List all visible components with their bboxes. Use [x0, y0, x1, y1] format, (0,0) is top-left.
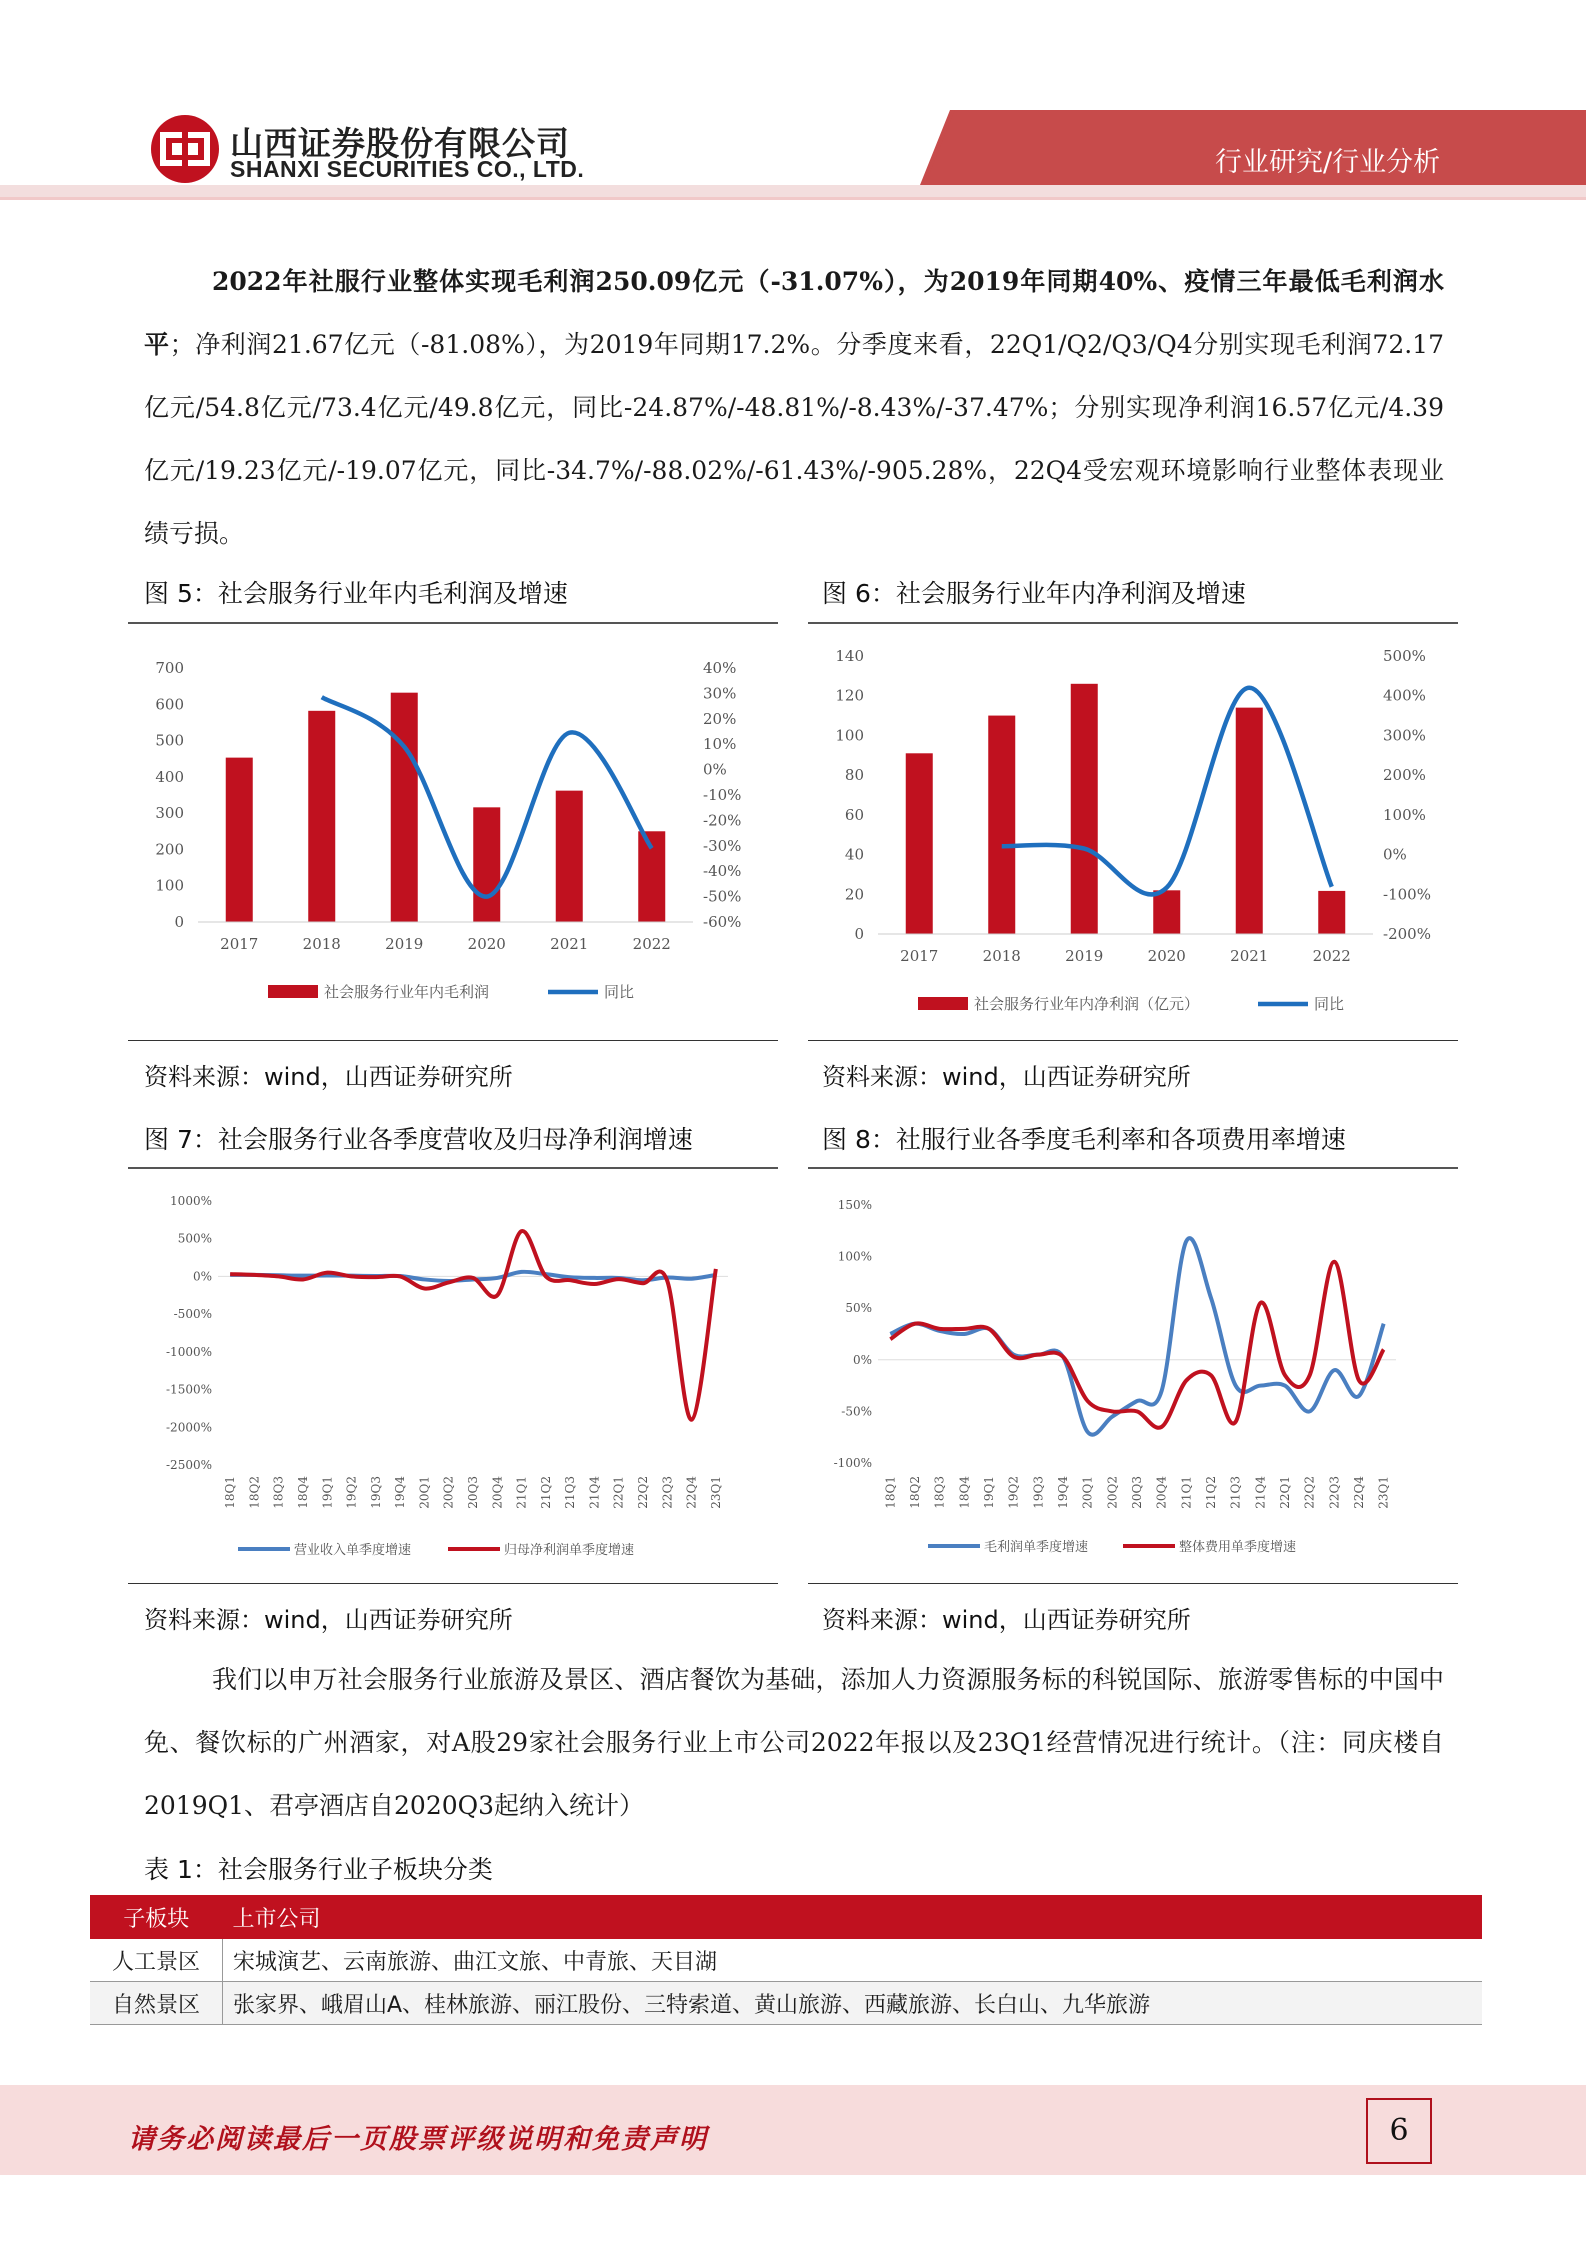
x-tick-label: 21Q4 [587, 1476, 602, 1509]
company-name-cn: 山西证券股份有限公司 [230, 124, 570, 163]
legend-label: 营业收入单季度增速 [294, 1543, 412, 1558]
x-tick-label: 22Q1 [1278, 1476, 1292, 1509]
chart-bar [556, 791, 583, 922]
x-tick-label: 2017 [220, 935, 259, 953]
x-tick-label: 21Q2 [538, 1476, 553, 1509]
fig7-top-rule [128, 1167, 778, 1169]
y-right-tick-label: 500% [1383, 647, 1426, 665]
y-left-tick-label: 140 [835, 647, 864, 665]
x-tick-label: 19Q2 [344, 1476, 359, 1509]
x-tick-label: 2018 [982, 947, 1021, 965]
y-right-tick-label: -10% [703, 786, 742, 804]
legend-label-bar: 社会服务行业年内毛利润 [324, 983, 490, 1001]
x-tick-label: 2020 [1147, 947, 1186, 965]
y-left-tick-label: 500 [155, 731, 184, 750]
y-tick-label: -50% [841, 1404, 872, 1419]
fig6-bottom-rule [808, 1040, 1458, 1041]
chart-bar [308, 711, 335, 922]
chart-bar [1071, 684, 1098, 934]
x-tick-label: 2020 [467, 935, 506, 953]
x-tick-label: 23Q1 [1376, 1476, 1391, 1509]
y-right-tick-label: 200% [1383, 766, 1426, 785]
y-right-tick-label: -20% [703, 811, 742, 830]
x-tick-label: 19Q3 [368, 1476, 383, 1509]
y-left-tick-label: 600 [155, 695, 184, 714]
y-left-tick-label: 60 [844, 805, 864, 824]
page-number: 6 [1366, 2098, 1432, 2164]
x-tick-label: 19Q1 [320, 1476, 335, 1509]
chart-bar [1236, 708, 1263, 934]
fig7-source: 资料来源：wind，山西证券研究所 [144, 1606, 513, 1634]
disclaimer-text: 请务必阅读最后一页股票评级说明和免责声明 [128, 2124, 708, 2155]
x-tick-label: 19Q4 [1056, 1476, 1070, 1509]
y-left-tick-label: 300 [155, 804, 184, 823]
y-left-tick-label: 100 [835, 726, 864, 745]
fig5-source: 资料来源：wind，山西证券研究所 [144, 1063, 513, 1091]
legend-label-line: 同比 [604, 983, 635, 1001]
y-tick-label: 500% [177, 1231, 212, 1246]
x-tick-label: 18Q1 [223, 1476, 238, 1509]
fig5-title: 图 5：社会服务行业年内毛利润及增速 [144, 579, 568, 608]
fig5-bottom-rule [128, 1040, 778, 1041]
legend-swatch-bar [918, 997, 968, 1010]
y-right-tick-label: 10% [703, 735, 737, 754]
table-cell: 人工景区 [90, 1939, 223, 1982]
y-right-tick-label: 40% [703, 659, 737, 677]
y-tick-label: -1000% [166, 1344, 212, 1359]
fig8-title: 图 8：社服行业各季度毛利率和各项费用率增速 [822, 1125, 1346, 1154]
y-left-tick-label: 20 [844, 885, 864, 904]
x-tick-label: 18Q2 [247, 1476, 262, 1509]
x-tick-label: 21Q1 [514, 1476, 529, 1509]
y-right-tick-label: -40% [703, 862, 742, 881]
y-left-tick-label: 120 [835, 686, 864, 705]
y-right-tick-label: -100% [1383, 885, 1431, 904]
x-tick-label: 2019 [1065, 947, 1104, 965]
y-right-tick-label: 0% [703, 760, 727, 779]
fig6-top-rule [808, 622, 1458, 624]
fig6-title: 图 6：社会服务行业年内净利润及增速 [822, 579, 1246, 608]
fig8-bottom-rule [808, 1583, 1458, 1584]
table1-title: 表 1：社会服务行业子板块分类 [144, 1855, 493, 1884]
x-tick-label: 20Q4 [1154, 1476, 1169, 1509]
x-tick-label: 21Q1 [1179, 1476, 1194, 1509]
x-tick-label: 20Q1 [1080, 1476, 1095, 1509]
x-tick-label: 2022 [632, 935, 671, 953]
fig7-title: 图 7：社会服务行业各季度营收及归母净利润增速 [144, 1125, 693, 1154]
x-tick-label: 2018 [302, 935, 341, 953]
fig7-chart [128, 1171, 778, 1583]
x-tick-label: 20Q2 [1105, 1476, 1120, 1509]
report-type-label: 行业研究/行业分析 [1215, 147, 1441, 178]
x-tick-label: 18Q1 [883, 1476, 898, 1509]
y-tick-label: 150% [837, 1198, 872, 1212]
page-header [0, 0, 1586, 215]
y-right-tick-label: 100% [1383, 805, 1426, 824]
chart-line-series-a [890, 1238, 1383, 1435]
chart-bar [473, 807, 500, 922]
chart-bar [1153, 890, 1180, 934]
y-left-tick-label: 40 [844, 845, 864, 864]
table-row [90, 1982, 1482, 2025]
subsector-table [90, 1895, 1482, 2025]
fig5-top-rule [128, 622, 778, 624]
x-tick-label: 21Q4 [1253, 1476, 1268, 1509]
legend-label: 整体费用单季度增速 [1179, 1540, 1297, 1555]
header-underline [0, 185, 1586, 197]
y-left-tick-label: 200 [155, 840, 184, 859]
x-tick-label: 22Q3 [1327, 1476, 1342, 1509]
table-cell: 张家界、峨眉山A、桂林旅游、丽江股份、三特索道、黄山旅游、西藏旅游、长白山、九华旅游 [223, 1982, 1483, 2025]
y-right-tick-label: 20% [703, 709, 737, 728]
table-header-cell: 子板块 [90, 1895, 223, 1939]
company-name-en: SHANXI SECURITIES CO., LTD. [230, 156, 585, 182]
y-tick-label: 100% [837, 1249, 872, 1264]
y-right-tick-label: 300% [1383, 726, 1426, 745]
y-right-tick-label: -50% [703, 887, 742, 906]
intro-paragraph [144, 250, 1444, 565]
y-tick-label: 0% [192, 1269, 212, 1284]
legend-swatch-bar [268, 985, 318, 998]
x-tick-label: 20Q4 [490, 1476, 505, 1509]
y-tick-label: 50% [845, 1301, 872, 1316]
chart-line-series-b [230, 1231, 716, 1420]
y-left-tick-label: 100 [155, 876, 184, 895]
table-cell: 宋城演艺、云南旅游、曲江文旅、中青旅、天目湖 [223, 1939, 1483, 1982]
y-right-tick-label: -200% [1383, 925, 1431, 943]
y-left-tick-label: 80 [844, 766, 864, 785]
x-tick-label: 20Q3 [1130, 1476, 1144, 1509]
x-tick-label: 19Q4 [393, 1476, 408, 1509]
y-right-tick-label: 400% [1383, 686, 1426, 705]
chart-bar [906, 753, 933, 934]
x-tick-label: 18Q3 [271, 1476, 286, 1509]
fig8-top-rule [808, 1167, 1458, 1169]
x-tick-label: 2019 [385, 935, 424, 953]
fig6-chart [808, 626, 1458, 1040]
y-tick-label: -1500% [166, 1382, 212, 1397]
chart-bar [1318, 891, 1345, 934]
legend-label-bar: 社会服务行业年内净利润（亿元） [974, 995, 1200, 1013]
x-tick-label: 21Q2 [1204, 1476, 1218, 1509]
x-tick-label: 18Q3 [932, 1476, 947, 1509]
y-right-tick-label: -30% [703, 836, 742, 855]
y-left-tick-label: 400 [155, 767, 184, 786]
x-tick-label: 21Q3 [1228, 1476, 1243, 1509]
legend-label-line: 同比 [1314, 995, 1345, 1013]
chart-bar [226, 758, 253, 922]
x-tick-label: 18Q4 [296, 1476, 310, 1509]
intro-rest: ；净利润21.67亿元（-81.08%），为2019年同期17.2%。分季度来看，22Q1/Q2/Q3/Q4分别实现毛利润72.17亿元/54.8亿元/73.4亿元/49.8亿元，同比-24.87%/-48.81%/-8.43%/-37.47%；分别实现净利润16.57亿元/4.39亿元/19.23亿元/-19.07亿元，同比-34.7%/-88.02%/-61.43%/-905.28%，22Q4受宏观环境影响行业整体表现业绩亏损。 [144, 330, 1444, 548]
y-right-tick-label: 30% [703, 684, 737, 703]
chart-bar [988, 716, 1015, 934]
x-tick-label: 20Q3 [466, 1476, 480, 1509]
company-logo-icon [148, 112, 222, 186]
x-tick-label: 20Q1 [417, 1476, 432, 1509]
x-tick-label: 23Q1 [708, 1476, 723, 1509]
x-tick-label: 19Q2 [1006, 1476, 1021, 1509]
y-tick-label: -2500% [166, 1458, 212, 1472]
x-tick-label: 22Q2 [1302, 1476, 1317, 1509]
x-tick-label: 18Q4 [957, 1476, 972, 1509]
x-tick-label: 22Q1 [611, 1476, 626, 1509]
table-row [90, 1939, 1482, 1982]
y-tick-label: -2000% [166, 1420, 212, 1435]
x-tick-label: 18Q2 [908, 1476, 922, 1509]
x-tick-label: 2017 [900, 947, 939, 965]
x-tick-label: 21Q3 [563, 1476, 578, 1509]
chart-line-yoy [1002, 688, 1332, 895]
intro-bold: 2022年社服行业整体实现毛利润250.09亿元（-31.07%），为2019年同期40%、疫情三年最低毛利润水平 [144, 267, 1444, 359]
y-left-tick-label: 700 [155, 659, 184, 677]
fig6-source: 资料来源：wind，山西证券研究所 [822, 1063, 1191, 1091]
x-tick-label: 22Q4 [1352, 1476, 1366, 1509]
fig5-chart [128, 626, 778, 1040]
method-text: 我们以申万社会服务行业旅游及景区、酒店餐饮为基础，添加人力资源服务标的科锐国际、旅游零售标的中国中免、餐饮标的广州酒家，对A股29家社会服务行业上市公司2022年报以及23Q1经营情况进行统计。（注：同庆楼自2019Q1、君亭酒店自2020Q3起纳入统计） [144, 1665, 1444, 1820]
x-tick-label: 20Q2 [441, 1476, 456, 1509]
legend-label: 毛利润单季度增速 [984, 1540, 1089, 1555]
x-tick-label: 22Q3 [660, 1476, 675, 1509]
y-tick-label: -500% [173, 1307, 212, 1322]
chart-bar [391, 693, 418, 922]
y-tick-label: 1000% [170, 1194, 212, 1208]
x-tick-label: 2022 [1312, 947, 1351, 965]
y-right-tick-label: 0% [1383, 845, 1407, 864]
fig8-chart [808, 1171, 1458, 1583]
method-paragraph [144, 1648, 1444, 1837]
x-tick-label: 19Q3 [1031, 1476, 1046, 1509]
x-tick-label: 22Q4 [684, 1476, 699, 1509]
table-header-cell: 上市公司 [223, 1895, 1483, 1939]
x-tick-label: 2021 [1230, 947, 1269, 965]
y-tick-label: -100% [833, 1456, 872, 1470]
table-cell: 自然景区 [90, 1982, 223, 2025]
fig8-source: 资料来源：wind，山西证券研究所 [822, 1606, 1191, 1634]
y-left-tick-label: 0 [854, 925, 864, 943]
y-tick-label: 0% [852, 1352, 872, 1367]
x-tick-label: 2021 [550, 935, 589, 953]
fig7-bottom-rule [128, 1583, 778, 1584]
y-right-tick-label: -60% [703, 913, 742, 931]
y-left-tick-label: 0 [174, 913, 184, 931]
x-tick-label: 22Q2 [636, 1476, 650, 1509]
legend-label: 归母净利润单季度增速 [504, 1543, 635, 1558]
x-tick-label: 19Q1 [982, 1476, 996, 1509]
table-header-row [90, 1895, 1482, 1939]
